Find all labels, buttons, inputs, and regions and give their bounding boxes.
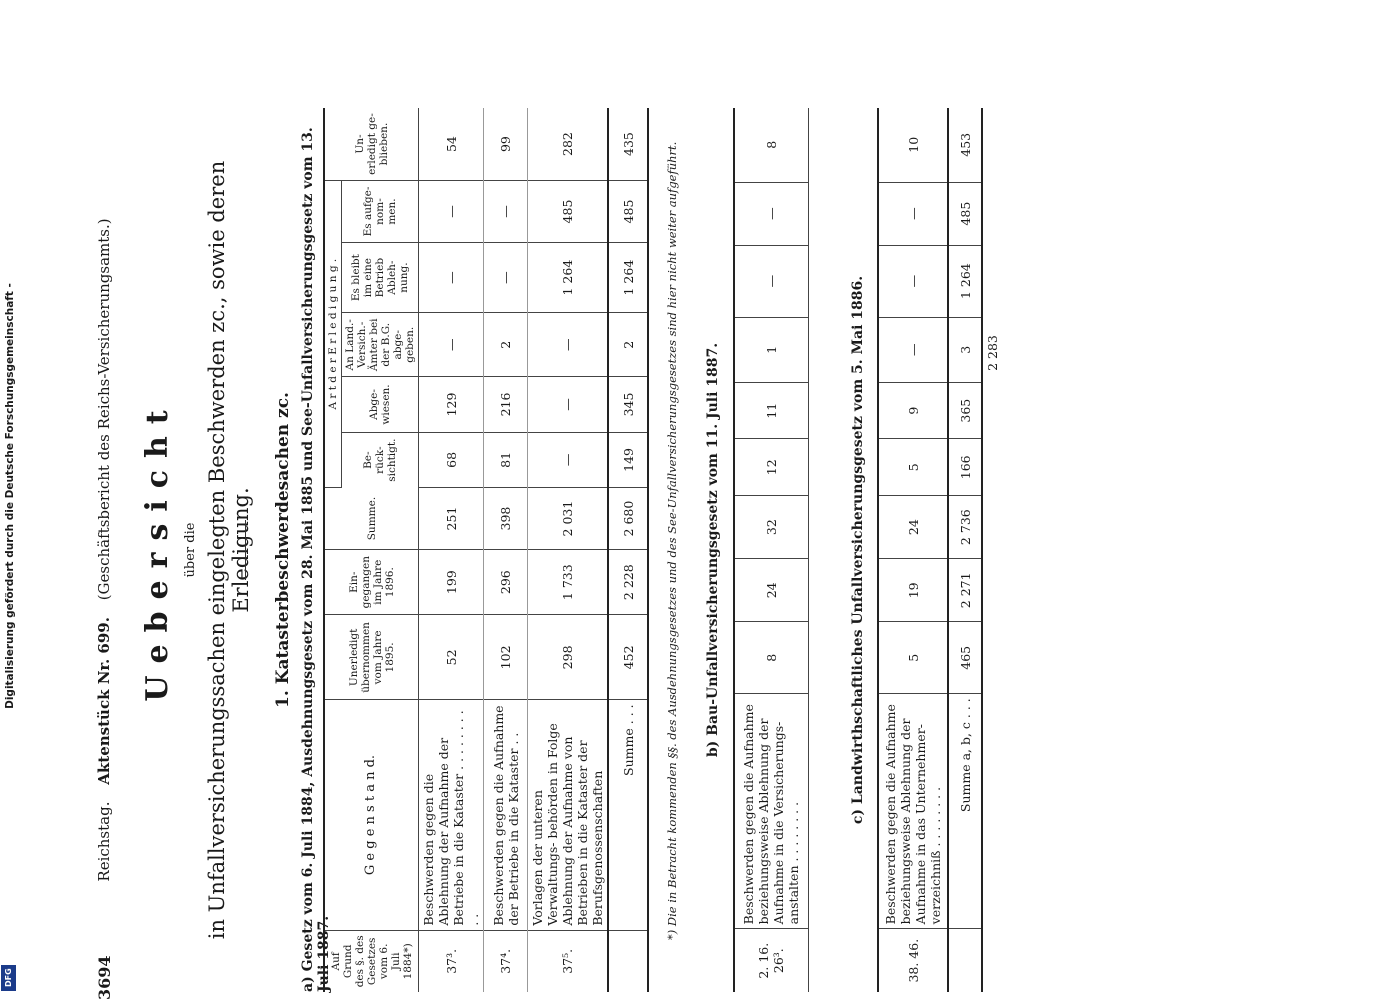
cell: —	[528, 377, 609, 432]
sum-row	[948, 108, 982, 992]
table-row	[419, 108, 484, 992]
header-betrieb: Es bleibt im eine Betrieb Ableh- nung.	[342, 242, 419, 312]
table-a	[323, 108, 649, 992]
table-c	[877, 108, 983, 992]
cell: 19	[878, 559, 948, 622]
cell: 166	[948, 439, 982, 496]
header-part: (Geschäftsbericht des Reichs-Versicherungsamts.)	[95, 218, 113, 601]
cell: 2 031	[528, 488, 609, 550]
cell-grund: 37⁵.	[528, 930, 609, 992]
cell: 465	[948, 622, 982, 694]
section-heading: 1. Katasterbeschwerdesachen zc.	[273, 392, 293, 708]
cell-subject: Beschwerden gegen die Aufnahme beziehungsweise Ablehnung der Aufnahme in das Unternehmer- verzeichniß . . . . . . . .	[878, 694, 948, 929]
header-part: Aktenstück Nr. 699.	[95, 617, 113, 785]
header-uebernommen: Unerledigt übernommen vom Jahre 1895.	[324, 615, 419, 700]
cell: 1 264	[528, 242, 609, 312]
cell: 8	[734, 622, 808, 694]
cell: 296	[484, 549, 528, 614]
cell-subject: Beschwerden gegen die Aufnahme beziehungsweise Ablehnung der Aufnahme in die Versicherungs- anstalten . . . . . . . .	[734, 694, 808, 929]
cell: —	[484, 181, 528, 243]
rotated-page	[95, 100, 1350, 1000]
table-row	[878, 108, 948, 992]
cell: 149	[608, 432, 648, 487]
cell: 52	[419, 615, 484, 700]
cell: 298	[528, 615, 609, 700]
cell: 99	[484, 108, 528, 181]
cell: 68	[419, 432, 484, 487]
cell-grund: 2. 16. 26³.	[756, 942, 787, 979]
cell: 2 680	[608, 488, 648, 550]
cell: 365	[948, 382, 982, 439]
cell: —	[734, 182, 808, 245]
cell: 10	[878, 108, 948, 182]
header-part: Reichstag.	[95, 801, 113, 882]
cell: 1	[734, 317, 808, 382]
cell: 2	[484, 313, 528, 377]
cell: 12	[734, 439, 808, 496]
cell: 54	[419, 108, 484, 181]
footnote: *) Die in Betracht kommenden §§. des Ausdehnungsgesetzes und des See-Unfallversicherungsgesetzes sind hier nicht weiter aufgeführt.	[665, 141, 679, 940]
subtitle-line1: über die	[183, 522, 198, 578]
page-number: 3694	[95, 955, 114, 1000]
table-b	[733, 108, 809, 992]
page-title: Uebersicht	[140, 398, 175, 702]
sum-label: Summe a, b, c . . .	[948, 694, 982, 929]
cell: 24	[734, 559, 808, 622]
header-abgewiesen: Abge- wiesen.	[342, 377, 419, 432]
cell: —	[419, 181, 484, 243]
cell: 8	[734, 108, 808, 182]
cell: 216	[484, 377, 528, 432]
cell: —	[419, 313, 484, 377]
cell: 32	[734, 496, 808, 559]
cell: 1 733	[528, 549, 609, 614]
cell: —	[878, 317, 948, 382]
cell-grund: 37⁴.	[484, 930, 528, 992]
cell: 2 271	[948, 559, 982, 622]
cell: —	[734, 245, 808, 317]
cell: 398	[484, 488, 528, 550]
cell: 1 264	[608, 242, 648, 312]
cell: —	[484, 242, 528, 312]
header-grund: Auf Grund des §. des Gesetzes vom 6. Juli 1884*)	[324, 930, 419, 992]
credit-text: Digitalisierung gefördert durch die Deutsche Forschungsgemeinschaft -	[4, 283, 16, 709]
cell: 11	[734, 382, 808, 439]
table-row	[484, 108, 528, 992]
cell: 2 228	[608, 549, 648, 614]
grand-total: 2 283	[985, 335, 1000, 371]
cell: 435	[608, 108, 648, 181]
table-row	[528, 108, 609, 992]
cell: 485	[948, 182, 982, 245]
cell: 2 736	[948, 496, 982, 559]
cell-grund: 37³.	[419, 930, 484, 992]
cell: —	[419, 242, 484, 312]
section-a-heading: a) Gesetz vom 6. Juli 1884, Ausdehnungsgesetz vom 28. Mai 1885 und See-Unfallversicherungsgesetz vom 13. Juli 1887.	[300, 127, 332, 992]
cell: 3	[948, 317, 982, 382]
cell: 452	[608, 615, 648, 700]
cell: —	[528, 313, 609, 377]
divider	[245, 520, 246, 580]
cell: 9	[878, 382, 948, 439]
cell: 1 264	[948, 245, 982, 317]
dfg-logo: DFG	[1, 965, 16, 991]
header-beruecksichtigt: Be- rück- sichtigt.	[342, 432, 419, 487]
digitization-credit	[0, 0, 18, 1000]
cell: 2	[608, 313, 648, 377]
header-landesbehoerde: An Land.- Versich.- Ämter bei der B.G. abge- geben.	[342, 313, 419, 377]
cell: 24	[878, 496, 948, 559]
cell: 485	[608, 181, 648, 243]
section-c-heading: c) Landwirthschaftliches Unfallversicherungsgesetz vom 5. Mai 1886.	[850, 275, 866, 825]
header-unerledigt: Un- erledigt ge- blieben.	[324, 108, 419, 181]
section-b-heading: b) Bau-Unfallversicherungsgesetz vom 11. Juli 1887.	[705, 342, 721, 758]
cell: 5	[878, 622, 948, 694]
cell: 282	[528, 108, 609, 181]
header-summe: Summe.	[324, 488, 419, 550]
cell-subject: Beschwerden gegen die Ablehnung der Aufnahme der Betriebe in die Kataster . . . . . . . . . .	[419, 700, 484, 930]
header-eingegangen: Ein- gegangen im Jahre 1896.	[324, 549, 419, 614]
cell-subject: Beschwerden gegen die Aufnahme der Betriebe in die Kataster . .	[484, 700, 528, 930]
header-erledigung-group: A r t d e r E r l e d i g u n g .	[324, 181, 342, 488]
subtitle-line2: in Unfallversicherungssachen eingelegten Beschwerden zc., sowie deren Erledigung.	[205, 160, 253, 940]
cell: 251	[419, 488, 484, 550]
cell: 345	[608, 377, 648, 432]
cell: 102	[484, 615, 528, 700]
table-row	[734, 108, 808, 992]
cell: —	[528, 432, 609, 487]
cell: —	[878, 182, 948, 245]
cell: 81	[484, 432, 528, 487]
header-aufgenommen: Es aufge- nom- men.	[342, 181, 419, 243]
sum-row	[608, 108, 648, 992]
cell: —	[878, 245, 948, 317]
cell: 5	[878, 439, 948, 496]
cell: 129	[419, 377, 484, 432]
header-gegenstand: G e g e n s t a n d.	[324, 700, 419, 930]
cell-subject: Vorlagen der unteren Verwaltungs- behörden in Folge Ablehnung der Aufnahme von Betrieben in die Kataster der Berufsgenossenschaften	[528, 700, 609, 930]
running-header	[95, 100, 113, 1000]
sum-label: Summe . . .	[608, 700, 648, 930]
cell-grund: 38. 46.	[905, 938, 921, 983]
cell: 199	[419, 549, 484, 614]
cell: 453	[948, 108, 982, 182]
cell: 485	[528, 181, 609, 243]
